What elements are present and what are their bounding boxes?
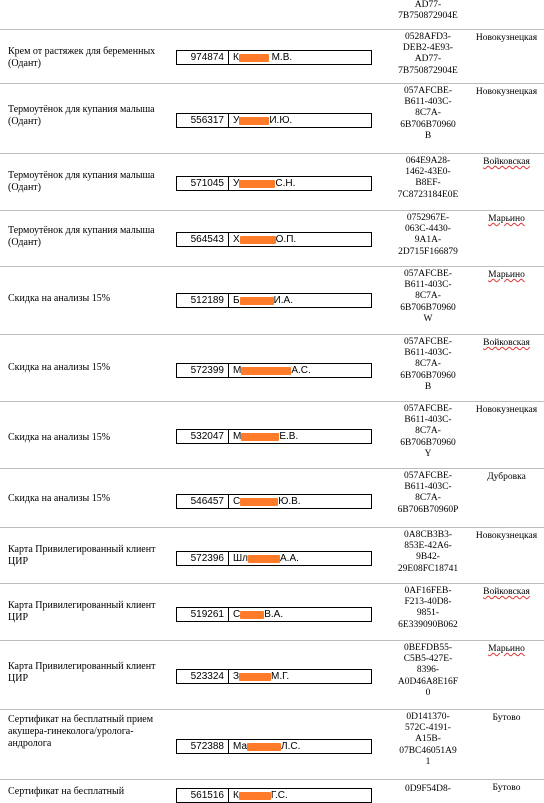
redaction-mark — [248, 555, 280, 563]
product-name-text: Скидка на анализы 15% — [8, 293, 111, 304]
table-row — [0, 469, 544, 528]
fio-initial: З — [233, 671, 240, 682]
product-name — [8, 432, 168, 444]
client-box — [176, 551, 372, 566]
client-code: 572399 — [177, 364, 229, 377]
fio-initial: С — [233, 609, 241, 620]
table-row — [0, 402, 544, 469]
table-row — [0, 641, 544, 710]
redaction-mark — [241, 367, 291, 375]
guid-cell: 0752967E- 063C-4430- 9A1A- 2D715F166879 — [398, 213, 458, 257]
branch-cell — [469, 156, 544, 168]
product-name — [8, 493, 168, 505]
client-code: 512189 — [177, 294, 229, 307]
fio-initial: Х — [233, 234, 240, 245]
table-row — [0, 154, 544, 211]
client-code: 572396 — [177, 552, 229, 565]
product-name — [8, 293, 168, 305]
fio-initials: О.П. — [275, 234, 297, 245]
fio-initial: К — [233, 790, 239, 801]
client-box — [176, 494, 372, 509]
client-fio — [233, 430, 298, 443]
client-code: 556317 — [177, 114, 229, 127]
product-name-text: Карта Привилегированный клиент ЦИР — [8, 600, 156, 623]
branch-cell — [469, 269, 544, 281]
branch-cell — [469, 643, 544, 655]
client-fio — [233, 294, 293, 307]
product-name — [8, 362, 168, 374]
client-box — [176, 788, 372, 803]
fio-initials: М.Г. — [271, 671, 290, 682]
client-fio — [233, 51, 292, 64]
client-box — [176, 293, 372, 308]
product-name — [8, 600, 168, 624]
guid-cell: AD77- 7B750872904E — [398, 0, 458, 22]
product-name-text: Скидка на анализы 15% — [8, 493, 111, 504]
table-row — [0, 335, 544, 402]
branch-cell: Новокузнецкая — [475, 531, 538, 541]
guid-cell: 057AFCBE- B611-403C- 8C7A- 6B706B70960P — [397, 471, 459, 515]
guid-cell: 057AFCBE- B611-403C- 8C7A- 6B706B70960 B — [400, 86, 456, 141]
branch-cell: Новокузнецкая — [475, 33, 538, 43]
client-code: 519261 — [177, 608, 229, 621]
branch-text: Войковская — [483, 587, 530, 597]
fio-initial: У — [233, 178, 240, 189]
fio-initial: М — [233, 365, 242, 376]
branch-cell: Новокузнецкая — [475, 87, 538, 97]
product-name — [8, 661, 168, 685]
guid-cell: 057AFCBE- B611-403C- 8C7A- 6B706B70960 Y — [400, 404, 456, 459]
guid-cell: 0D9F54D8- — [405, 784, 451, 794]
client-box — [176, 669, 372, 684]
client-code: 974874 — [177, 51, 229, 64]
redaction-mark — [239, 117, 269, 125]
redaction-mark — [240, 236, 276, 244]
table-row — [0, 528, 544, 584]
branch-cell: Бутово — [492, 783, 521, 793]
client-box — [176, 176, 372, 191]
fio-initials: И.Ю. — [269, 115, 293, 126]
client-box — [176, 363, 372, 378]
guid-cell: 057AFCBE- B611-403C- 8C7A- 6B706B70960 W — [400, 269, 456, 324]
branch-cell — [469, 337, 544, 349]
branch-text: Марьино — [488, 214, 525, 224]
branch-text: Войковская — [483, 157, 530, 167]
branch-text: Марьино — [488, 270, 525, 280]
client-box — [176, 739, 372, 754]
product-name — [8, 170, 168, 194]
product-name — [8, 786, 168, 798]
fio-initials: М.В. — [268, 52, 293, 63]
product-name — [8, 714, 168, 750]
fio-initial: С — [233, 496, 241, 507]
client-fio — [233, 364, 311, 377]
guid-cell: 0A8CB3B3- 853E-42A6- 9B42- 29E08FC18741 — [397, 530, 459, 574]
table-row — [0, 710, 544, 780]
product-name-text: Сертификат на бесплатный прием акушера-гинеколога/уролога-андролога — [8, 714, 154, 749]
client-code: 546457 — [177, 495, 229, 508]
redaction-mark — [247, 743, 281, 751]
redaction-mark — [240, 611, 264, 619]
fio-initials: Ю.В. — [278, 496, 301, 507]
client-code: 523324 — [177, 670, 229, 683]
client-fio — [233, 114, 292, 127]
client-box — [176, 607, 372, 622]
product-name-text: Термоутёнок для купания малыша (Одант) — [8, 104, 155, 127]
fio-initial: Шл — [233, 553, 248, 564]
fio-initials: И.А. — [273, 295, 293, 306]
fio-initials: С.Н. — [275, 178, 296, 189]
product-name-text: Крем от растяжек для беременных (Одант) — [8, 46, 156, 69]
fio-initials: Е.В. — [279, 431, 299, 442]
client-code: 572388 — [177, 740, 229, 753]
client-fio — [233, 789, 288, 802]
fio-initial: Б — [233, 295, 240, 306]
fio-initial: У — [233, 115, 240, 126]
product-name-text: Скидка на анализы 15% — [8, 362, 111, 373]
client-box — [176, 50, 372, 65]
client-code: 532047 — [177, 430, 229, 443]
guid-cell: 0BEFDB55- C5B5-427E- 8396- A0D46A8E16F 0 — [397, 643, 459, 698]
client-code: 561516 — [177, 789, 229, 802]
client-fio — [233, 740, 300, 753]
fio-initials: А.А. — [280, 553, 299, 564]
product-name — [8, 544, 168, 568]
fio-initials: А.С. — [291, 365, 311, 376]
guid-cell: 064E9A28- 1462-43E0- B8EF- 7C8723184E0E — [397, 156, 459, 200]
guid-cell: 057AFCBE- B611-403C- 8C7A- 6B706B70960 B — [400, 337, 456, 392]
product-name — [8, 46, 168, 70]
client-code: 571045 — [177, 177, 229, 190]
product-name — [8, 225, 168, 249]
guid-cell: 0D141370- 572C-4191- A15B- 07BC46051A9 1 — [399, 712, 457, 767]
fio-initial: К — [233, 52, 239, 63]
product-name-text: Сертификат на бесплатный — [8, 786, 125, 797]
client-fio — [233, 608, 283, 621]
fio-initial: Ма — [233, 741, 248, 752]
redaction-mark — [240, 498, 278, 506]
table-row — [0, 780, 544, 803]
product-name — [8, 104, 168, 128]
table-row — [0, 211, 544, 267]
client-code: 564543 — [177, 233, 229, 246]
product-name-text: Карта Привилегированный клиент ЦИР — [8, 544, 156, 567]
branch-text: Марьино — [488, 644, 525, 654]
client-fio — [233, 495, 301, 508]
client-fio — [233, 177, 295, 190]
guid-cell: 0AF16FEB- F213-40D8- 9851- 6E339090B062 — [398, 586, 458, 630]
product-name-text: Карта Привилегированный клиент ЦИР — [8, 661, 156, 684]
table-row — [0, 267, 544, 335]
client-box — [176, 232, 372, 247]
client-fio — [233, 233, 296, 246]
client-fio — [233, 670, 289, 683]
branch-cell: Новокузнецкая — [475, 405, 538, 415]
guid-cell: 0528AFD3- DEB2-4E93- AD77- 7B750872904E — [398, 32, 458, 76]
branch-cell — [469, 213, 544, 225]
fio-initials: В.А. — [264, 609, 284, 620]
table-row — [0, 30, 544, 84]
table-row — [0, 0, 544, 30]
redaction-mark — [239, 673, 271, 681]
redaction-mark — [239, 180, 275, 188]
table-row — [0, 584, 544, 641]
redaction-mark — [241, 433, 279, 441]
branch-cell: Дубровка — [487, 472, 526, 482]
redaction-mark — [239, 54, 269, 62]
product-name-text: Скидка на анализы 15% — [8, 432, 111, 443]
fio-initials: Л.С. — [281, 741, 301, 752]
branch-cell — [469, 586, 544, 598]
redaction-mark — [239, 792, 271, 800]
product-name-text: Термоутёнок для купания малыша (Одант) — [8, 170, 155, 193]
client-box — [176, 113, 372, 128]
redaction-mark — [240, 297, 274, 305]
fio-initials: Г.С. — [270, 790, 288, 801]
client-fio — [233, 552, 299, 565]
table-row — [0, 84, 544, 154]
branch-text: Войковская — [483, 338, 530, 348]
client-box — [176, 429, 372, 444]
fio-initial: М — [233, 431, 242, 442]
branch-cell: Бутово — [492, 713, 521, 723]
product-name-text: Термоутёнок для купания малыша (Одант) — [8, 225, 155, 248]
